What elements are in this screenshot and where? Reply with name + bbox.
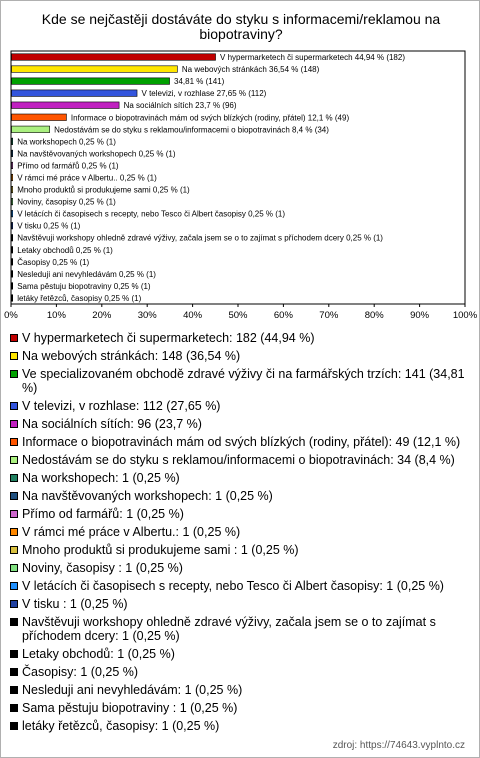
legend-swatch (10, 650, 18, 658)
legend-item (10, 367, 474, 395)
legend-label: V letácích či časopisech s recepty, nebo Tesco či Albert časopisy: 1 (0,25 %) (22, 579, 444, 593)
legend-item (10, 647, 474, 661)
legend-item (10, 471, 474, 485)
bar-label: Noviny, časopisy 0,25 % (1) (17, 197, 116, 207)
legend-swatch (10, 370, 18, 378)
legend-label: Na workshopech: 1 (0,25 %) (22, 471, 180, 485)
bar (12, 138, 13, 145)
chart-title: Kde se nejčastěji dostáváte do styku s informacemi/reklamou na biopotraviny? (41, 11, 441, 42)
bar-label: letáky řetězců, časopisy 0,25 % (1) (17, 293, 142, 303)
legend-swatch (10, 402, 18, 410)
x-tick-label: 50% (228, 310, 248, 321)
legend-swatch (10, 668, 18, 676)
x-tick-label: 80% (364, 310, 384, 321)
bar (12, 283, 13, 290)
legend-swatch (10, 582, 18, 590)
legend-swatch (10, 510, 18, 518)
bar-label: Navštěvuji workshopy ohledně zdravé výživy, začala jsem se o to zajímat s příchodem dcery 0,25 % (1) (17, 233, 383, 243)
legend-item (10, 331, 474, 345)
bar (12, 162, 13, 169)
bar-label: Na sociálních sítích 23,7 % (96) (123, 101, 237, 111)
legend-swatch (10, 334, 18, 342)
legend-item (10, 543, 474, 557)
legend-label: Časopisy: 1 (0,25 %) (22, 665, 139, 679)
x-tick-label: 10% (46, 310, 66, 321)
bar-label: Na workshopech 0,25 % (1) (17, 137, 116, 147)
legend-item (10, 561, 474, 575)
bar-label: Na navštěvovaných workshopech 0,25 % (1) (17, 149, 176, 159)
bar (12, 174, 13, 181)
legend-label: Ve specializovaném obchodě zdravé výživy či na farmářských trzích: 141 (34,81 %) (22, 367, 465, 395)
legend-item (10, 701, 474, 715)
legend-swatch (10, 456, 18, 464)
bar-label: 34,81 % (141) (174, 77, 225, 87)
bar (12, 295, 13, 302)
legend-label: Na sociálních sítích: 96 (23,7 %) (22, 417, 202, 431)
legend-label: Na navštěvovaných workshopech: 1 (0,25 %) (22, 489, 273, 503)
legend-item (10, 417, 474, 431)
bar-label: V televizi, v rozhlase 27,65 % (112) (141, 89, 267, 99)
legend-swatch (10, 474, 18, 482)
bar-label: Přímo od farmářů 0,25 % (1) (17, 161, 119, 171)
x-tick-label: 60% (273, 310, 293, 321)
legend-label: Nesleduji ani nevyhledávám: 1 (0,25 %) (22, 683, 243, 697)
legend-item (10, 399, 474, 413)
bar (12, 102, 120, 109)
legend-label: V hypermarketech či supermarketech: 182 (44,94 %) (22, 331, 315, 345)
legend-swatch (10, 686, 18, 694)
bar-chart (1, 1, 479, 331)
legend-label: Navštěvuji workshopy ohledně zdravé výživy, začala jsem se o to zajímat s příchodem dcery: 1 (0,25 %) (22, 615, 436, 643)
legend-swatch (10, 722, 18, 730)
legend-label: Sama pěstuju biopotraviny : 1 (0,25 %) (22, 701, 238, 715)
legend-label: Informace o biopotravinách mám od svých blízkých (rodiny, přátel): 49 (12,1 %) (22, 435, 461, 449)
bar (12, 78, 170, 85)
bar-label: Letaky obchodů 0,25 % (1) (17, 245, 113, 255)
legend-item (10, 615, 474, 643)
legend-item (10, 349, 474, 363)
legend-item (10, 579, 474, 593)
source-link[interactable]: zdroj: https://74643.vyplnto.cz (332, 740, 465, 751)
legend-label: Na webových stránkách: 148 (36,54 %) (22, 349, 241, 363)
legend-swatch (10, 546, 18, 554)
legend-label: Noviny, časopisy : 1 (0,25 %) (22, 561, 183, 575)
legend-item (10, 435, 474, 449)
legend-swatch (10, 564, 18, 572)
legend-item (10, 507, 474, 521)
legend-swatch (10, 600, 18, 608)
x-tick-label: 100% (452, 310, 478, 321)
legend-label: Přímo od farmářů: 1 (0,25 %) (22, 507, 184, 521)
bar-label: V letácích či časopisech s recepty, nebo Tesco či Albert časopisy 0,25 % (1) (17, 209, 286, 219)
bar (12, 198, 13, 205)
bar-label: V hypermarketech či supermarketech 44,94 % (182) (220, 53, 406, 63)
legend-item (10, 525, 474, 539)
x-tick-label: 90% (410, 310, 430, 321)
bar-label: Nedostávám se do styku s reklamou/informacemi o biopotravinách 8,4 % (34) (54, 125, 329, 135)
legend-label: Letaky obchodů: 1 (0,25 %) (22, 647, 175, 661)
bar-label: Na webových stránkách 36,54 % (148) (181, 65, 320, 75)
legend-item (10, 453, 474, 467)
bar (12, 259, 13, 266)
bar (12, 90, 138, 97)
bar (12, 186, 13, 193)
legend-label: V televizi, v rozhlase: 112 (27,65 %) (22, 399, 221, 413)
legend-swatch (10, 352, 18, 360)
bar (12, 222, 13, 229)
bar (12, 150, 13, 157)
legend-swatch (10, 618, 18, 626)
bar (12, 247, 13, 254)
legend-swatch (10, 528, 18, 536)
legend-label: V tisku : 1 (0,25 %) (22, 597, 128, 611)
bar (12, 210, 13, 217)
legend-item (10, 597, 474, 611)
bar-label: Informace o biopotravinách mám od svých blízkých (rodiny, přátel) 12,1 % (49) (70, 113, 350, 123)
legend-label: letáky řetězců, časopisy: 1 (0,25 %) (22, 719, 220, 733)
bar-label: V rámci mé práce v Albertu.. 0,25 % (1) (17, 173, 157, 183)
chart-legend (10, 331, 474, 737)
x-tick-label: 0% (4, 310, 18, 321)
x-tick-label: 20% (92, 310, 112, 321)
legend-label: Mnoho produktů si produkujeme sami : 1 (0,25 %) (22, 543, 299, 557)
legend-label: Nedostávám se do styku s reklamou/informacemi o biopotravinách: 34 (8,4 %) (22, 453, 455, 467)
bar-label: Sama pěstuju biopotraviny 0,25 % (1) (17, 281, 151, 291)
legend-item (10, 665, 474, 679)
bar-label: Nesleduji ani nevyhledávám 0,25 % (1) (17, 269, 156, 279)
bar-label: V tisku 0,25 % (1) (17, 221, 81, 231)
legend-swatch (10, 420, 18, 428)
bar (12, 271, 13, 278)
legend-item (10, 719, 474, 733)
legend-label: V rámci mé práce v Albertu.: 1 (0,25 %) (22, 525, 241, 539)
bar-label: Časopisy 0,25 % (1) (17, 257, 90, 267)
legend-item (10, 489, 474, 503)
bar (12, 114, 67, 121)
x-tick-label: 40% (183, 310, 203, 321)
bar-label: Mnoho produktů si produkujeme sami 0,25 % (1) (17, 185, 190, 195)
x-tick-label: 30% (137, 310, 157, 321)
legend-item (10, 683, 474, 697)
bar (12, 54, 216, 61)
x-tick-label: 70% (319, 310, 339, 321)
legend-swatch (10, 492, 18, 500)
bar (12, 234, 13, 241)
legend-swatch (10, 704, 18, 712)
bar (12, 126, 50, 133)
legend-swatch (10, 438, 18, 446)
bar (12, 66, 178, 73)
